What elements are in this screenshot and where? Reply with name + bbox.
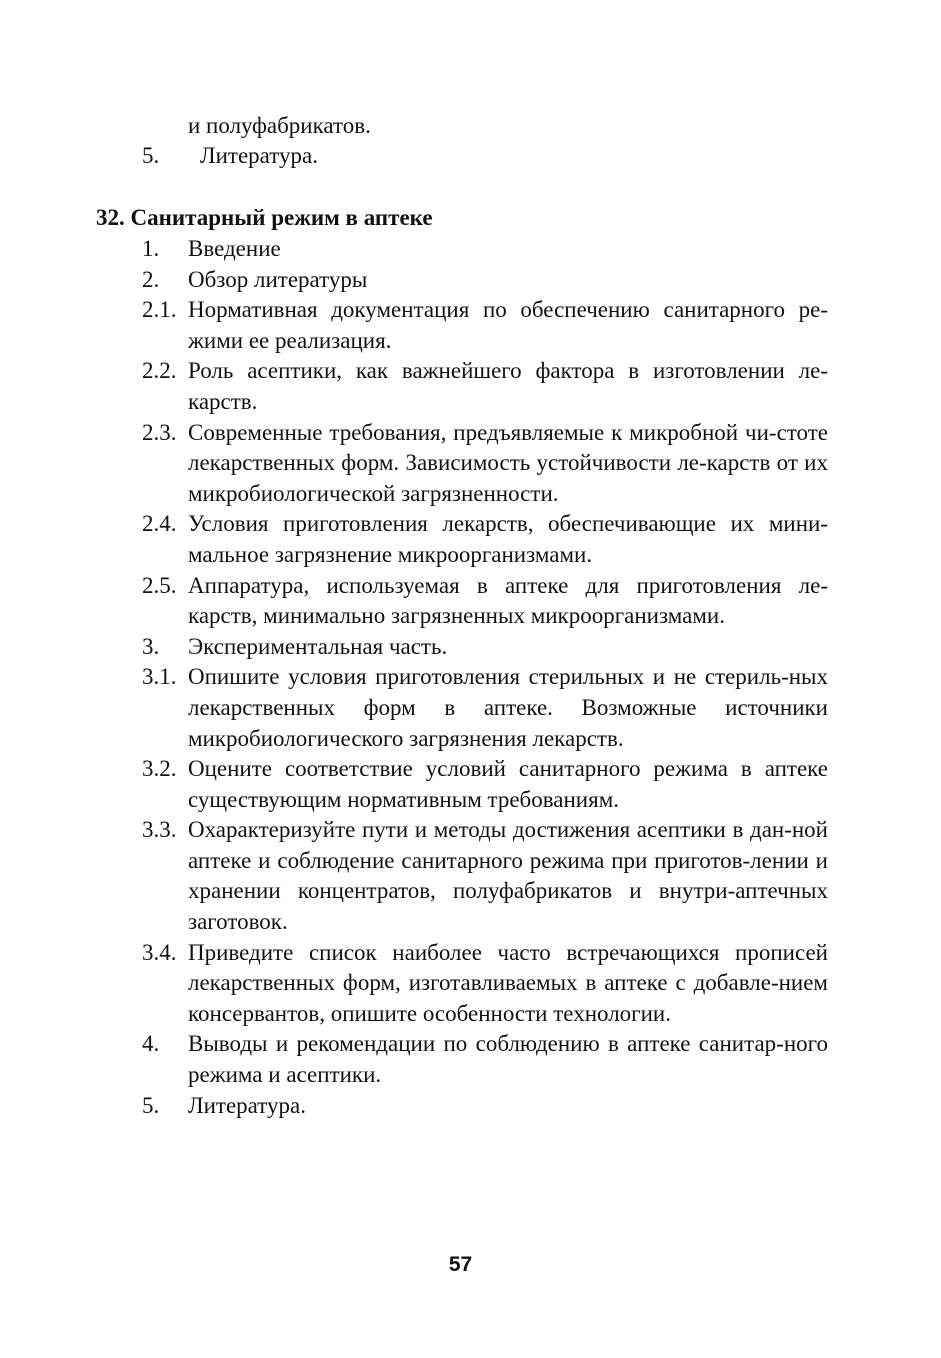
previous-list-item xyxy=(142,141,318,171)
item-number: 3.1. xyxy=(142,664,177,690)
section-outline xyxy=(142,234,828,1121)
item-text: Аппаратура, используемая в аптеке для приготовления ле-карств, минимально загрязненных микроорганизмами. xyxy=(188,572,828,629)
item-number: 2.4. xyxy=(142,511,177,537)
item-number: 2.3. xyxy=(142,419,177,445)
item-number: 2. xyxy=(142,266,160,292)
item-text: Приведите список наиболее часто встречающихся прописей лекарственных форм, изготавливаемых в аптеке с добавле-нием консервантов, опишите особенности технологии. xyxy=(188,939,828,1026)
item-text: Введение xyxy=(188,236,281,261)
item-number: 4. xyxy=(142,1031,160,1057)
outline-item xyxy=(142,571,828,632)
outline-item xyxy=(142,1029,828,1090)
item-number: 2.5. xyxy=(142,572,177,598)
item-number: 3.2. xyxy=(142,756,177,782)
item-number: 3. xyxy=(142,633,160,659)
outline-item xyxy=(142,509,828,570)
item-text: Литература. xyxy=(188,1092,306,1118)
previous-item-text: Литература. xyxy=(200,143,318,168)
outline-item xyxy=(142,938,828,1030)
item-number: 3.3. xyxy=(142,817,177,843)
section-heading: 32. Санитарный режим в аптеке xyxy=(96,205,433,230)
outline-item xyxy=(142,295,828,356)
item-number: 2.1. xyxy=(142,297,177,323)
outline-item xyxy=(142,265,828,296)
item-text: Нормативная документация по обеспечению санитарного ре-жими ее реализация. xyxy=(188,297,828,353)
item-text: Экспериментальная часть. xyxy=(188,633,448,659)
outline-item xyxy=(142,662,828,754)
item-number: 2.2. xyxy=(142,358,177,384)
item-text: Условия приготовления лекарств, обеспечивающие их мини-мальное загрязнение микроорганизмами. xyxy=(188,511,828,567)
item-text: Выводы и рекомендации по соблюдению в аптеке санитар-ного режима и асептики. xyxy=(188,1031,828,1088)
item-number: 3.4. xyxy=(142,939,177,965)
previous-item-number: 5. xyxy=(142,143,160,168)
outline-item xyxy=(142,815,828,937)
item-text: Оцените соответствие условий санитарного режима в аптеке существующим нормативным требованиям. xyxy=(188,756,828,812)
outline-item xyxy=(142,1091,828,1122)
item-text: Опишите условия приготовления стерильных и не стериль-ных лекарственных форм в аптеке. Возможные источники микробиологического загрязнения лекарств. xyxy=(188,664,828,751)
item-text: Обзор литературы xyxy=(188,266,368,292)
outline-item xyxy=(142,632,828,663)
outline-item xyxy=(142,418,828,510)
outline-item xyxy=(142,234,828,265)
outline-item xyxy=(142,356,828,417)
item-text: Охарактеризуйте пути и методы достижения асептики в дан-ной аптеке и соблюдение санитарного режима при приготов-лении и хранении концентратов, полуфабрикатов и внутри-аптечных заготовок. xyxy=(188,817,828,935)
item-text: Современные требования, предъявляемые к микробной чи-стоте лекарственных форм. Зависимость устойчивости ле-карств от их микробиологической загрязненности. xyxy=(188,419,828,506)
continued-item-text: и полуфабрикатов. xyxy=(188,113,371,138)
item-text: Роль асептики, как важнейшего фактора в изготовлении ле-карств. xyxy=(188,358,828,414)
item-number: 5. xyxy=(142,1092,160,1118)
outline-item xyxy=(142,754,828,815)
item-number: 1. xyxy=(142,236,160,261)
page-number: 57 xyxy=(448,1253,473,1276)
